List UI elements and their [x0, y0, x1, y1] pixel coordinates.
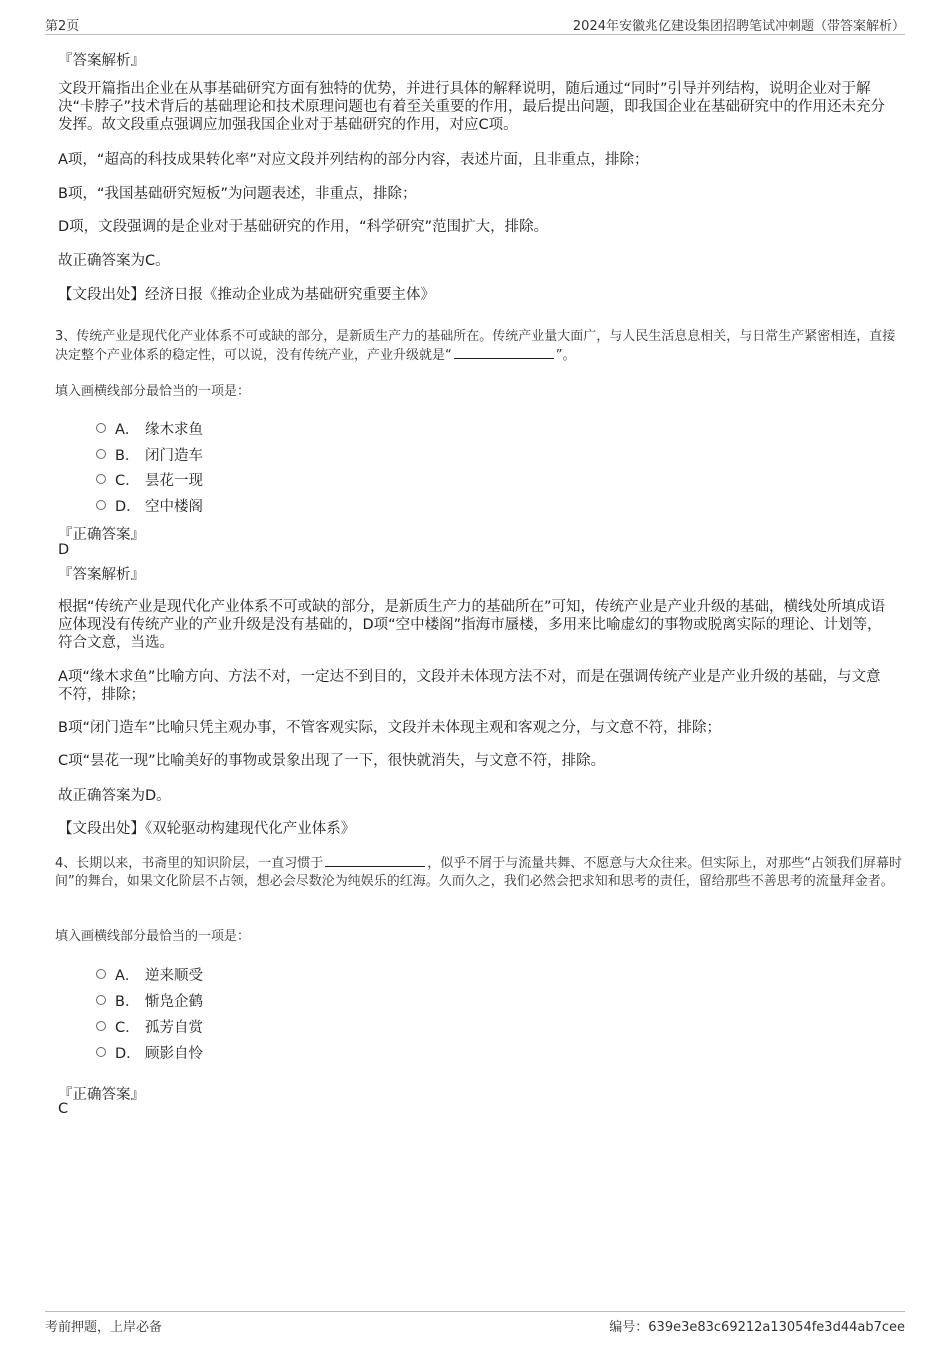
option-letter: D． — [115, 1046, 141, 1062]
q2-analysis-heading: 『答案解析』 — [58, 53, 145, 69]
radio-icon[interactable] — [96, 1021, 106, 1031]
option-text: 惭凫企鹤 — [145, 994, 203, 1010]
option-letter: A． — [115, 968, 140, 984]
option-letter: C． — [115, 473, 140, 489]
q3-stem-after: ”。 — [555, 348, 576, 363]
q4-instruction: 填入画横线部分最恰当的一项是： — [55, 929, 251, 944]
q2-source: 【文段出处】经济日报《推动企业成为基础研究重要主体》 — [58, 287, 435, 303]
option-text: 孤芳自赏 — [145, 1020, 203, 1036]
q3-stem-before: 3、传统产业是现代化产业体系不可或缺的部分，是新质生产力的基础所在。传统产业量大面广，与人民生活息息相关，与日常生产紧密相连，直接决定整个产业体系的稳定性，可以说，没有传统产业，产业升级就是“ — [55, 329, 896, 363]
q3-source: 【文段出处】《双轮驱动构建现代化产业体系》 — [58, 821, 356, 837]
q4-stem-after: ，似乎不屑于与流量共舞、不愿意与大众往来。但实际上，对那些“占领我们屏幕时间”的舞台，如果文化阶层不占领，想必会尽数沦为纯娱乐的红海。久而久之，我们必然会把求知和思考的责任，留给那些不善思考的流量拜金者。 — [55, 856, 903, 889]
q3-answer-heading: 『正确答案』 — [58, 527, 145, 543]
option-text: 逆来顺受 — [145, 968, 203, 984]
option-text: 缘木求鱼 — [145, 422, 203, 438]
q2-option-a-explanation: A项，“超高的科技成果转化率”对应文段并列结构的部分内容，表述片面，且非重点，排除； — [58, 152, 649, 168]
document-serial: 编号：639e3e83c69212a13054fe3d44ab7cee — [609, 1320, 905, 1335]
q2-analysis-paragraph: 文段开篇指出企业在从事基础研究方面有独特的优势，并进行具体的解释说明，随后通过“同时”引导并列结构，说明企业对于解决“卡脖子”技术背后的基础理论和技术原理问题也有着至关重要的作用，最后提出问题，即我国企业在基础研究中的作用还未充分发挥。故文段重点强调应加强我国企业对于基础研究的作用，对应C项。 — [58, 81, 886, 133]
radio-icon[interactable] — [96, 995, 106, 1005]
option-text: 闭门造车 — [145, 448, 203, 464]
q4-answer-heading: 『正确答案』 — [58, 1087, 145, 1103]
q3-fill-blank — [454, 346, 554, 359]
option-letter: B． — [115, 994, 140, 1010]
q4-answer: C — [58, 1101, 69, 1117]
option-letter: D． — [115, 499, 141, 515]
option-text: 顾影自怜 — [145, 1046, 203, 1062]
radio-icon[interactable] — [96, 449, 106, 459]
q3-option-a-explanation: A项“缘木求鱼”比喻方向、方法不对，一定达不到目的，文段并未体现方法不对，而是在强调传统产业是产业升级的基础，与文意不符，排除； — [58, 669, 881, 703]
q3-analysis-paragraph: 根据“传统产业是现代化产业体系不可或缺的部分，是新质生产力的基础所在”可知，传统产业是产业升级的基础，横线处所填成语应体现没有传统产业的产业升级是没有基础的，D项“空中楼阁”指海市蜃楼，多用来比喻虚幻的事物或脱离实际的理论、计划等，符合文意，当选。 — [58, 599, 886, 651]
option-letter: B． — [115, 448, 140, 464]
radio-icon[interactable] — [96, 969, 106, 979]
q4-stem-before: 4、长期以来，书斋里的知识阶层，一直习惯于 — [55, 856, 324, 871]
radio-icon[interactable] — [96, 1047, 106, 1057]
q4-stem — [55, 854, 905, 891]
option-text: 昙花一现 — [145, 473, 203, 489]
page-header — [45, 12, 905, 35]
q2-option-d-explanation: D项，文段强调的是企业对于基础研究的作用，“科学研究”范围扩大，排除。 — [58, 219, 549, 235]
q4-fill-blank — [325, 854, 425, 867]
q3-stem — [55, 328, 905, 365]
q3-conclusion: 故正确答案为D。 — [58, 788, 171, 804]
q3-answer: D — [58, 542, 70, 558]
q2-conclusion: 故正确答案为C。 — [58, 253, 170, 269]
page-footer — [45, 1311, 905, 1336]
q2-option-b-explanation: B项，“我国基础研究短板”为问题表述，非重点，排除； — [58, 186, 417, 202]
q3-analysis-heading: 『答案解析』 — [58, 567, 145, 583]
radio-icon[interactable] — [96, 423, 106, 433]
footer-slogan: 考前押题，上岸必备 — [45, 1320, 163, 1335]
q3-option-c-explanation: C项“昙花一现”比喻美好的事物或景象出现了一下，很快就消失，与文意不符，排除。 — [58, 753, 606, 769]
q3-instruction: 填入画横线部分最恰当的一项是： — [55, 384, 251, 399]
q3-option-b-explanation: B项“闭门造车”比喻只凭主观办事，不管客观实际，文段并未体现主观和客观之分，与文意不符，排除； — [58, 720, 721, 736]
radio-icon[interactable] — [96, 474, 106, 484]
option-text: 空中楼阁 — [145, 499, 203, 515]
page-number: 第2页 — [45, 19, 80, 34]
option-letter: A． — [115, 422, 140, 438]
radio-icon[interactable] — [96, 500, 106, 510]
option-letter: C． — [115, 1020, 140, 1036]
document-title: 2024年安徽兆亿建设集团招聘笔试冲刺题（带答案解析） — [572, 19, 905, 34]
